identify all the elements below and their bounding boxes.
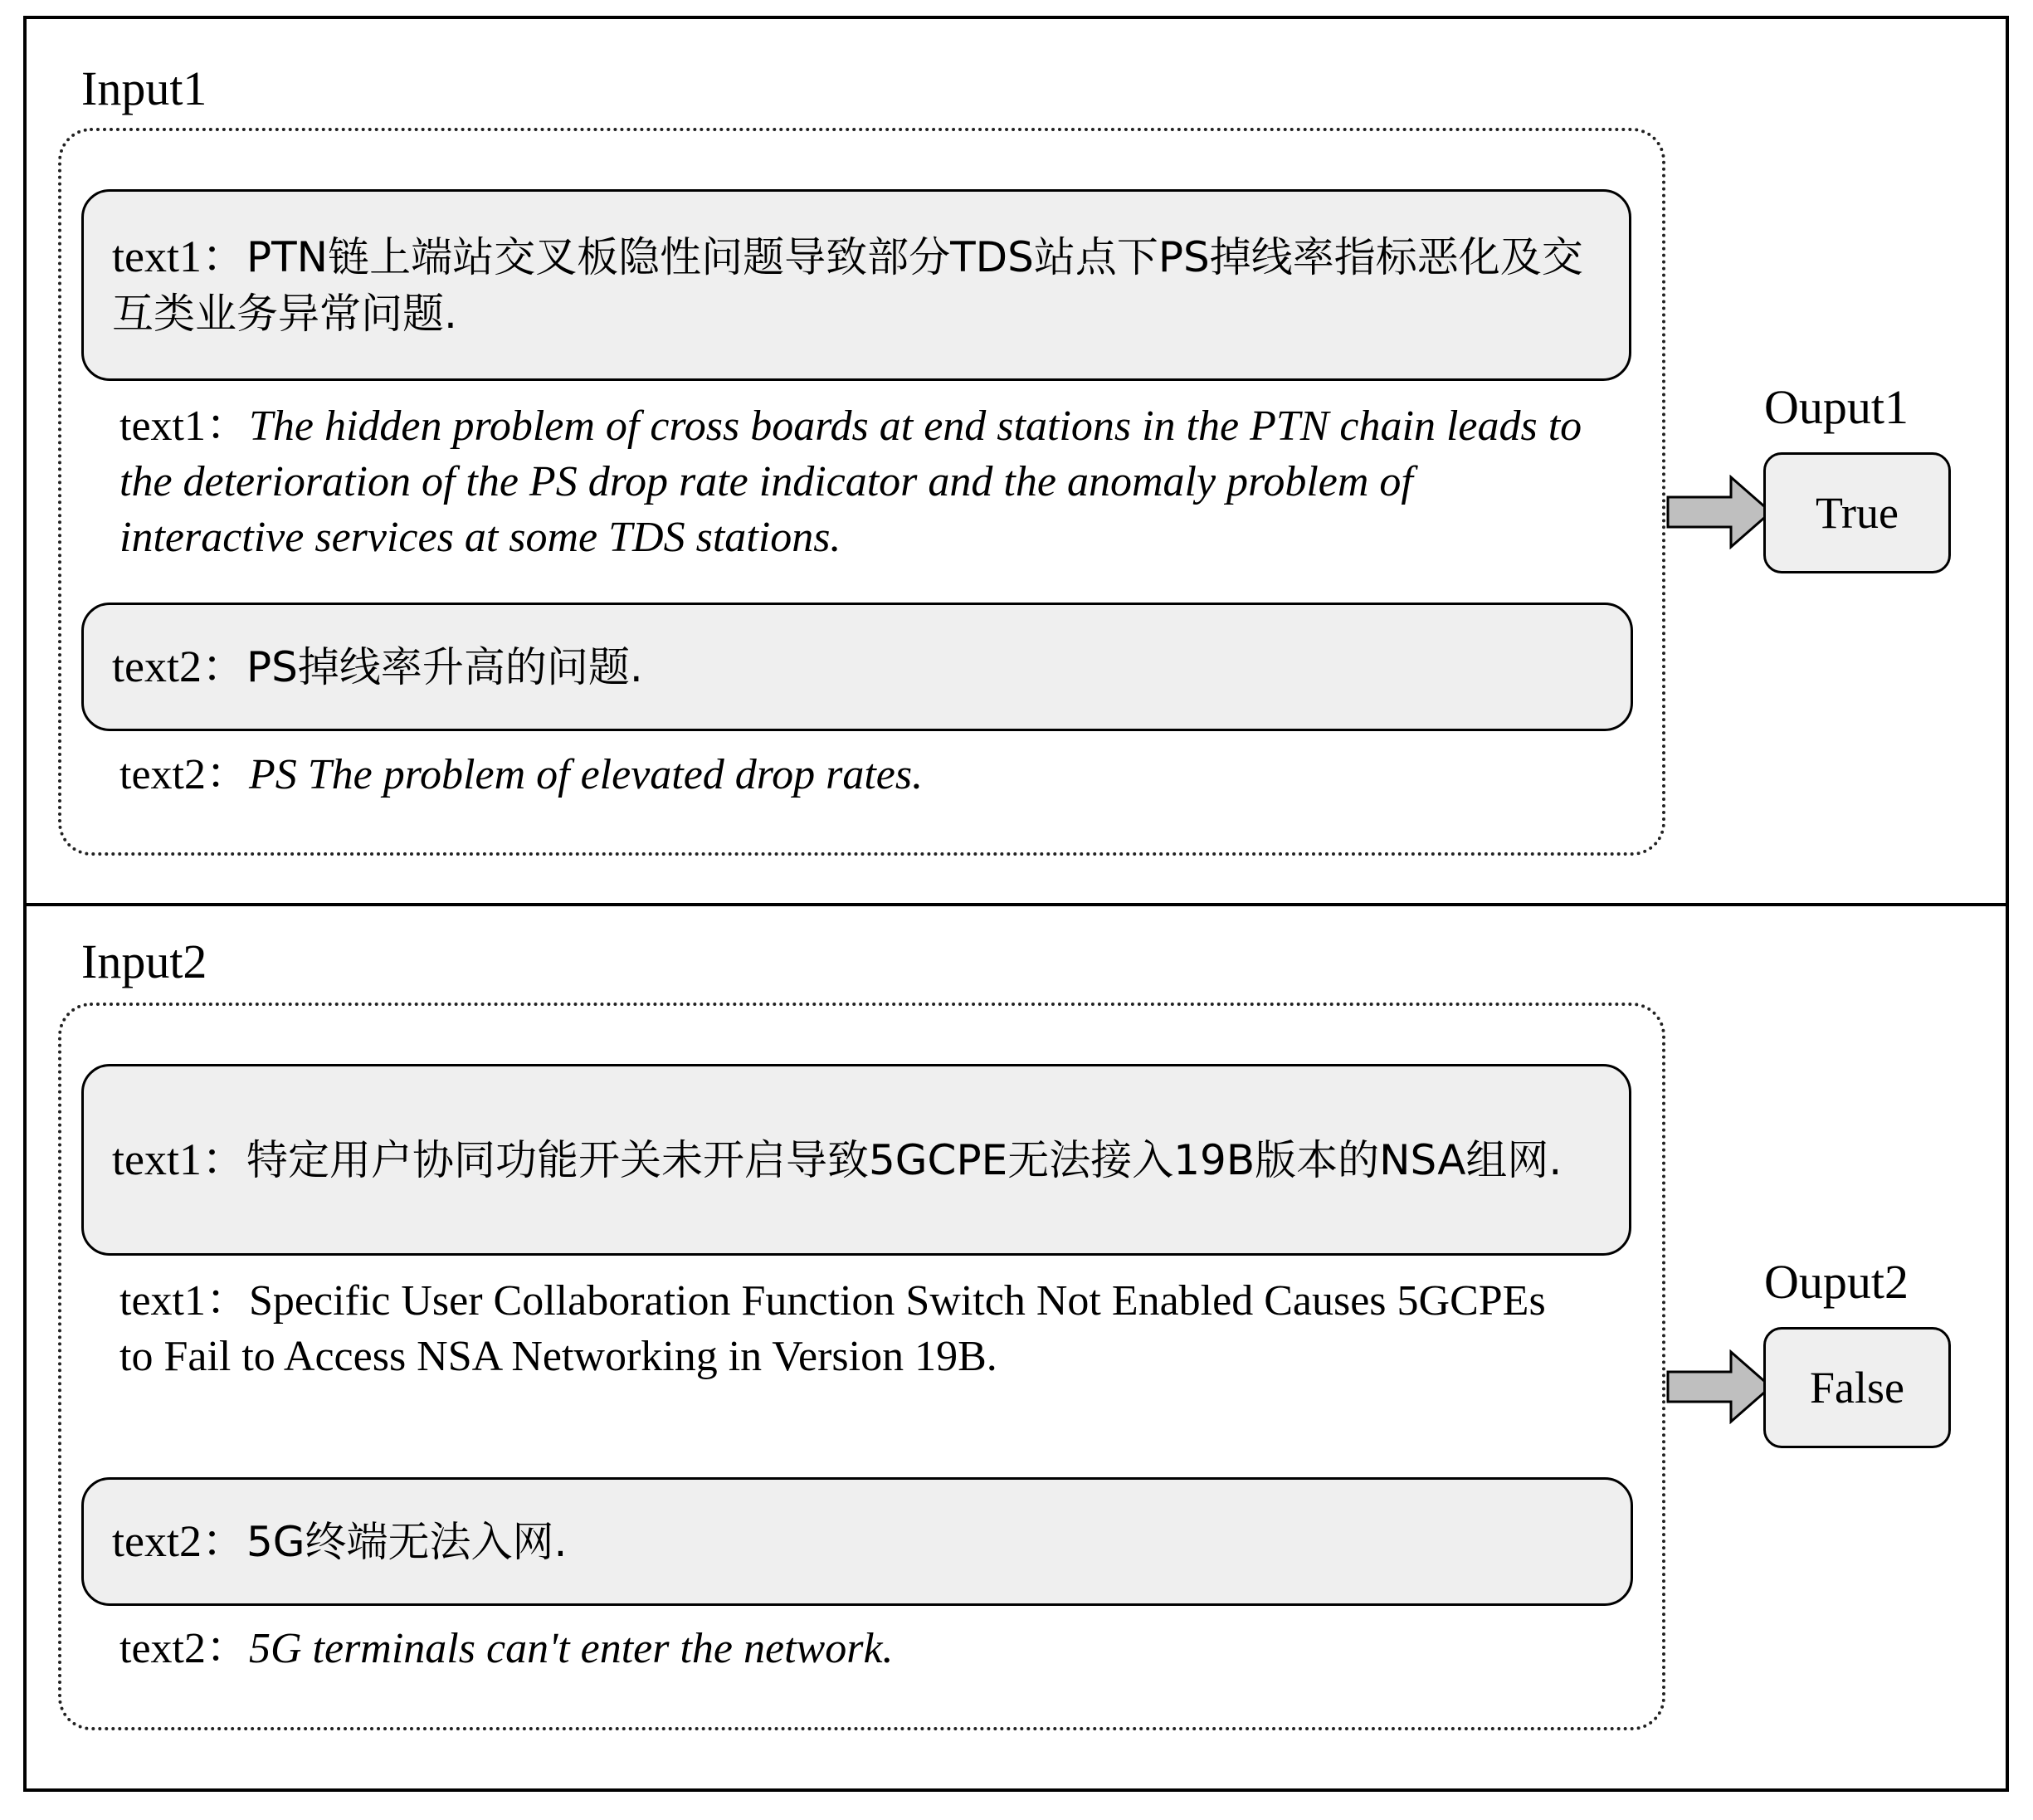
text2-cn-body: PS掉线率升高的问题. [246,642,643,691]
text1-cn-box [81,1064,1631,1256]
text2-en-body: PS The problem of elevated drop rates. [248,751,924,798]
text2-en-prefix: text2： [119,1625,249,1672]
panel-title: Input2 [81,934,207,988]
output-value: False [1810,1363,1904,1413]
panel-divider [23,903,2009,906]
panel-title: Input1 [81,61,207,115]
text2-cn-prefix: text2： [112,1515,246,1566]
text1-cn-body: 特定用户协同功能开关未开启导致5GCPE无法接入19B版本的NSA组网. [246,1135,1563,1184]
text1-cn-box [81,189,1631,381]
text1-en-body: Specific User Collaboration Function Switch Not Enabled Causes 5GCPEs to Fail to Access NSA Networking in Version 19B. [119,1277,1546,1380]
text1-cn-prefix: text1： [112,231,246,281]
output-value-box [1763,1327,1951,1448]
text1-en [119,398,1597,565]
text1-cn-prefix: text1： [112,1134,246,1184]
text2-cn-box [81,1477,1633,1606]
text1-en-prefix: text1： [119,403,249,450]
text1-en-prefix: text1： [119,1277,249,1325]
text2-en-prefix: text2： [119,751,249,798]
text1-en-body: The hidden problem of cross boards at end stations in the PTN chain leads to the deterioration of the PS drop rate indicator and the anomaly problem of interactive services at some TDS stations. [119,403,1582,561]
output-label: Ouput2 [1764,1255,1909,1309]
text2-en [119,1621,1597,1676]
output-value-box [1763,452,1951,573]
text2-cn-box [81,603,1633,731]
text2-en [119,747,1597,803]
text2-en-body: 5G terminals can't enter the network. [248,1625,894,1672]
text2-cn-prefix: text2： [112,641,246,691]
output-value: True [1815,488,1899,538]
arrow-right-icon [1666,475,1774,549]
text2-cn-body: 5G终端无法入网. [246,1517,568,1566]
text1-cn-body: PTN链上端站交叉板隐性问题导致部分TDS站点下PS掉线率指标恶化及交互类业务异常问题. [112,232,1583,338]
arrow-right-icon [1666,1349,1774,1424]
output-label: Ouput1 [1764,380,1909,434]
text1-en [119,1273,1580,1384]
